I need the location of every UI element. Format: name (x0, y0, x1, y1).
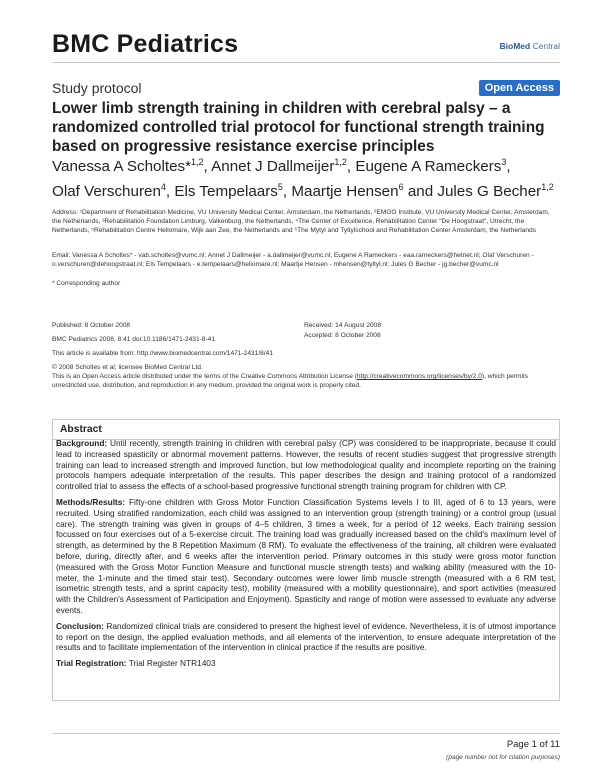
logo-part1: BioMed (499, 41, 531, 51)
article-url[interactable]: This article is available from: http://www.biomedcentral.com/1471-2431/8/41 (52, 350, 273, 357)
affiliation-sup: 6 (398, 182, 404, 193)
affiliation-sup: 1,2 (191, 157, 204, 167)
author-text: , (506, 158, 511, 176)
affiliations: Address: ¹Department of Rehabilitation Medicine, VU University Medical Center, Amsterdam, the Netherlands, ²EMGO Institute, VU University Medical Center, Amsterdam, the Netherlands, ³Rehabilitation Foundation Limburg, Valkenburg, the Netherlands, ⁴The Center of Excellence, Rehabilitation Center "De Hoogstraat", Utrecht, the Netherlands, ⁵Rehabilitation Centre Heliomare, Wijk aan Zee, the Netherlands and ⁶The Mytyl and Tyltylschool and Rehabilitation Center Amsterdam, the Netherlands (52, 209, 550, 235)
author-text: , Annet J Dallmeijer (203, 158, 335, 176)
section-text: Randomized clinical trials are considered to present the highest level of evidence. Nevertheless, it is of utmost importance to report on the design, the applied evaluation methods, and all elements of the intervention, to ensure adequate interpretation of the results and to facilitate implementation of the intervention in clinical practice if the results are positive. (56, 620, 556, 653)
affiliation-sup: 4 (160, 182, 166, 193)
license-link[interactable]: http://creativecommons.org/licenses/by/2.0 (356, 373, 482, 380)
abstract-box (52, 419, 560, 701)
license-part: This is an Open Access article distributed under the terms of the Creative Commons Attribution License ( (52, 373, 357, 380)
affiliation-sup: 1,2 (334, 157, 347, 167)
author-text: , Els Tempelaars (165, 183, 278, 201)
abstract-background (56, 438, 556, 492)
author-text: and Jules G Becher (403, 183, 542, 201)
license-part: ), (481, 373, 486, 380)
affiliation-sup: 1,2 (541, 182, 554, 193)
corresponding-author-note: * Corresponding author (52, 280, 121, 287)
section-text: Until recently, strength training in children with cerebral palsy (CP) was considered to be inappropriate, because it could lead to increased spasticity or abnormal movement patterns. However, the results of recent studies suggest that progressive strength training can lead to increased strength and improved function, but low methodological quality and incomplete reporting on the training protocols hampers adequate interpretation of the results. This paper describes the design and training protocol of a randomized controlled trial to assess the effects of a school-based progressive functional strength training program for children with CP. (56, 438, 556, 492)
author-text: , Maartje Hensen (282, 183, 399, 201)
abstract-conclusion (56, 621, 556, 653)
section-label: Trial Registration: (56, 658, 127, 669)
published-date: Published: 8 October 2008 (52, 322, 131, 329)
license-part: which permits unrestricted use, distribution, and reproduction in any medium, provided the original work is properly cited. (52, 373, 529, 390)
author-emails: Email: Vanessa A Scholtes* - vab.scholtes@vumc.nl; Annet J Dallmeijer - a.dallmeijer@vumc.nl; Eugene A Rameckers - eaa.rameckers@hetnet.nl; Olaf Verschuren - o.verschuren@dehoogstraat.nl; Els Tempelaars - e.tempelaars@heliomare.nl; Maartje Hensen - mhensen@tyltyl.nl; Jules G Becher - jg.becher@vumc.nl (52, 252, 534, 269)
journal-title: BMC Pediatrics (52, 30, 239, 58)
page-number: Page 1 of 11 (506, 739, 560, 750)
affiliation-sup: 3 (501, 157, 507, 167)
page-number-note: (page number not for citation purposes) (446, 754, 560, 761)
section-label: Conclusion: (56, 620, 104, 631)
section-label: Methods/Results: (56, 496, 126, 507)
license-text (52, 372, 558, 390)
author-text: Vanessa A Scholtes* (52, 158, 192, 176)
article-type: Study protocol (52, 80, 142, 96)
author-text: , Eugene A Rameckers (346, 158, 502, 176)
section-text: Trial Register NTR1403 (126, 658, 216, 669)
section-label: Background: (56, 438, 108, 448)
author-text: Olaf Verschuren (52, 183, 161, 201)
publisher-logo (500, 41, 560, 51)
author-list (52, 152, 562, 202)
logo-part2: Central (530, 41, 560, 51)
affiliation-sup: 5 (277, 182, 283, 193)
section-text: Fifty-one children with Gross Motor Function Classification Systems levels I to III, aged of 6 to 13 years, were recruited. Using stratified randomization, each child was assigned to an intervention group (strength training) or a control group (usual care). The strength training was given in groups of 4–5 children, 3 times a week, for a period of 12 weeks. Each training session focussed on four exercises out of a 5-exercise circuit. The training load was gradually increased based on the child's maximum level of strength, as determined by the 8 Repetition Maximum (8 RM). To evaluate the effectiveness of the training, all children were evaluated before, during, directly after, and 6 weeks after the intervention period. Primary outcomes in this study were gross motor function (measured with the Gross Motor Function Measure and functional muscle strength tests) and walking ability (measured with the 10-meter, the 1-minute and the timed stair test). Secondary outcomes were lower limb muscle strength (measured with a 6 RM test, isometric strength tests, and a sprint capacity test), mobility (measured with a mobility questionnaire), and sport activities (measured with the Children's Assessment of Participation and Enjoyment). Spasticity and range of motion were assessed to evaluate any adverse events. (56, 496, 556, 615)
article-title: Lower limb strength training in children with cerebral palsy – a randomized controlled trial protocol for functional strength training based on progressive resistance exercise principles (52, 100, 545, 155)
header-rule (52, 62, 560, 63)
received-date: Received: 14 August 2008 (304, 322, 381, 329)
abstract-registration (56, 658, 556, 669)
open-access-badge: Open Access (479, 80, 560, 96)
abstract-methods (56, 497, 556, 616)
citation: BMC Pediatrics 2008, 8:41 doi:10.1186/1471-2431-8-41 (52, 336, 215, 343)
abstract-heading: Abstract (60, 424, 102, 435)
copyright: © 2008 Scholtes et al; licensee BioMed Central Ltd. (52, 364, 203, 371)
footer-rule (52, 733, 560, 734)
abstract-body (56, 438, 556, 674)
accepted-date: Accepted: 8 October 2008 (304, 332, 381, 339)
